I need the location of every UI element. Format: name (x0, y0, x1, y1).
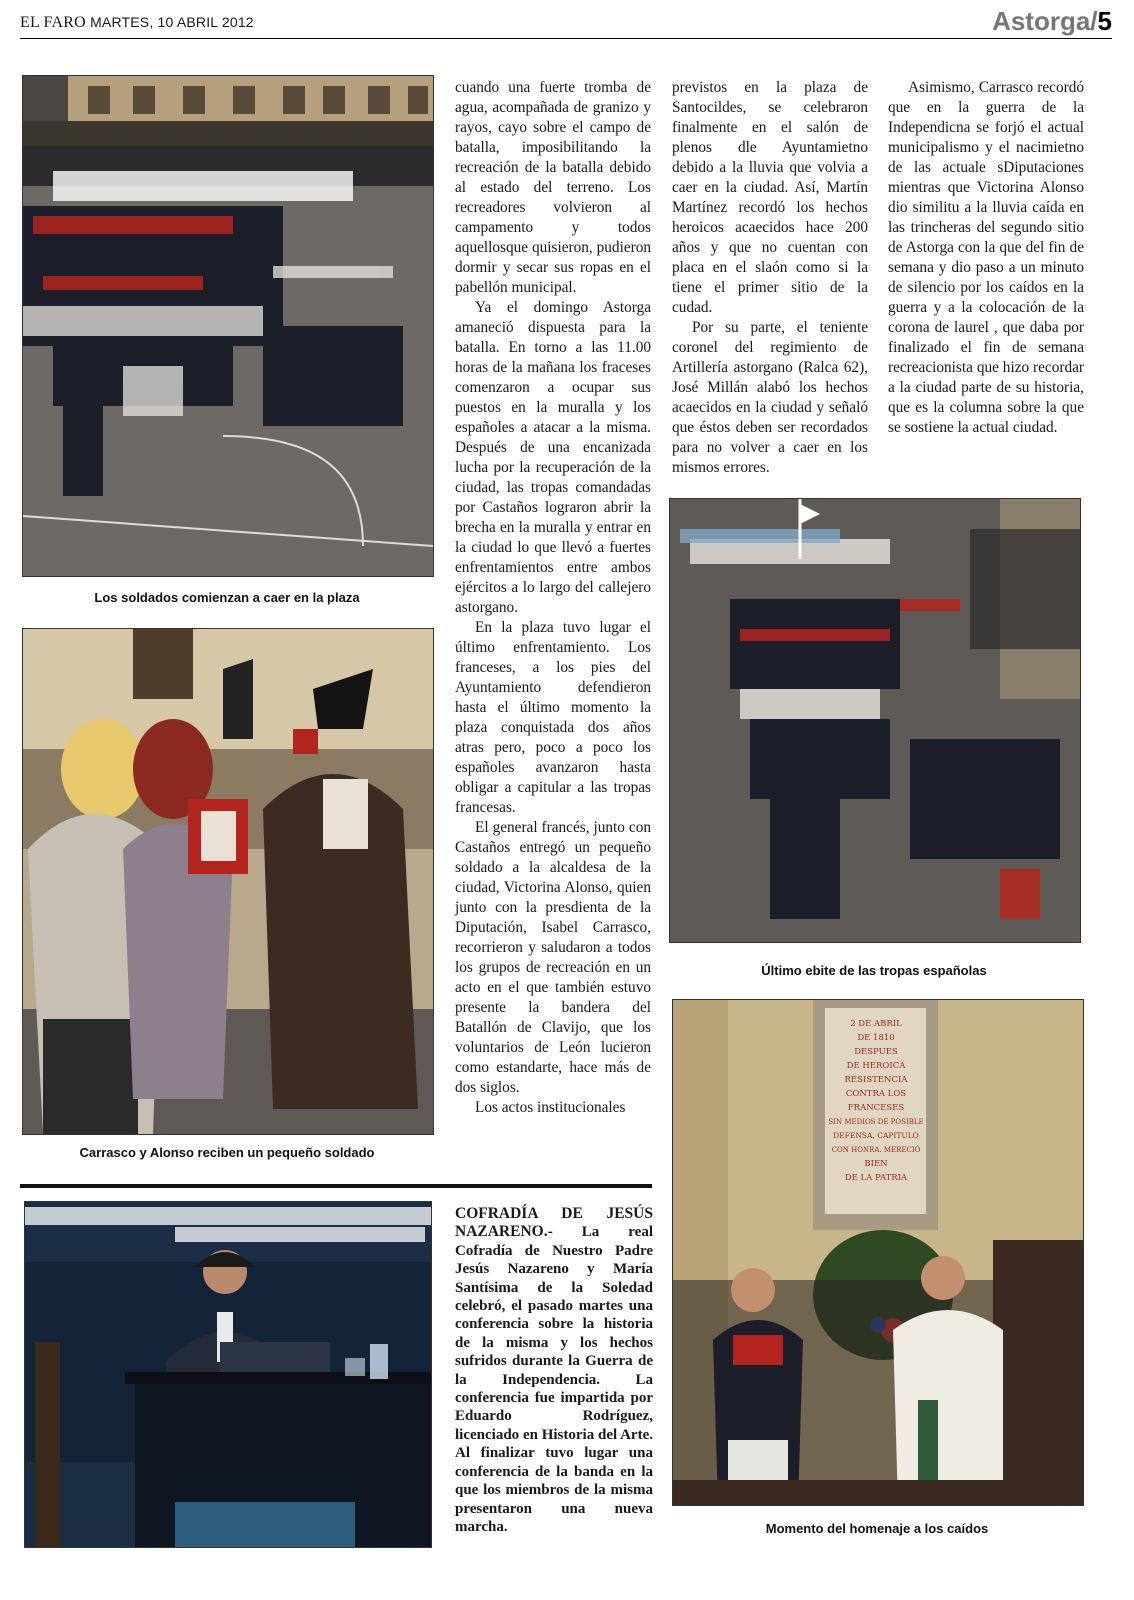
plaque-line: RESISTENCIA (844, 1075, 908, 1085)
article-paragraph: Por su parte, el teniente coronel del regimiento de Artillería astorgano (Ralca 62), José Millán alabó los hechos acaecidos en la ciudad y señaló que éstos deben ser recordados para no volver a caer en los mismos errores. (672, 319, 868, 476)
caption-carrasco: Carrasco y Alonso reciben un pequeño soldado (79, 1145, 375, 1160)
photo-ultimo-ebite (669, 498, 1081, 943)
section-label (992, 6, 1112, 37)
plaque-line: DE LA PATRIA (844, 1173, 908, 1183)
plaque-line: BIEN (864, 1159, 888, 1169)
article-paragraph: Los actos institucionales (475, 1099, 626, 1116)
photo-homenaje (672, 999, 1084, 1506)
article-column-3 (888, 78, 1084, 438)
article-paragraph: cuando una fuerte tromba de agua, acompañada de granizo y rayos, cayo sobre el campo de batalla, imposibilitando la recreación de la batalla debido al estado del terreno. Los recreadores volvieron al campamento y todos aquellosque quisieron, pudieron dormir y secar sus ropas en el pabellón municipal. (455, 79, 651, 296)
plaque-line: FRANCESES (847, 1103, 905, 1113)
cofradia-story (455, 1205, 653, 1536)
article-paragraph: El general francés, junto con Castaños entregó un pequeño soldado a la alcaldesa de la ciudad, Victorina Alonso, quien junto con la presdienta de la Diputación, Isabel Carrasco, recorrieron y saludaron a todos los grupos de recreación en un acto en el que también estuvo presente la bandera del Batallón de Clavijo, que los voluntarios de León lucieron como estandarte, hace más de dos siglos. (455, 819, 651, 1096)
article-column-1 (455, 78, 651, 1118)
section-name: Astorga/ (992, 6, 1098, 36)
photo-conferencia-image (25, 1202, 431, 1547)
paper-name: EL FARO (20, 14, 86, 31)
caption-soldados: Los soldados comienzan a caer en la plaza (94, 590, 360, 605)
photo-soldados-image (23, 76, 433, 576)
article-paragraph: En la plaza tuvo lugar el último enfrentamiento. Los franceses, a los pies del Ayuntamiento defendieron hasta el último momento la plaza conquistada dos años atras pero, poco a poco los españoles avanzaron hasta obligar a capitular a las tropas francesas. (455, 619, 651, 816)
page-number: 5 (1097, 6, 1112, 36)
caption-ultimo: Último ebite de las tropas españolas (761, 963, 987, 978)
cofradia-body: La real Cofradía de Nuestro Padre Jesús Nazareno y María Santísima de la Soledad celebró, el pasado martes una conferencia sobre la historia de la misma y los hechos sufridos durante la Guerra de la Independencia. La conferencia fue impartida por Eduardo Rodríguez, licenciado en Historia del Arte. Al finalizar tuvo lugar una conferencia de la banda en la que los miembros de la misma presentaron una nueva marcha. (455, 1224, 653, 1535)
photo-ultimo-image (670, 499, 1080, 942)
article-paragraph: Asimismo, Carrasco recordó que en la guerra de la Independicna se forjó el actual municipalismo y el nacimietno de las actuale sDiputaciones mientras que Victorina Alonso dio similitu a la lluvia caída en las trincheras del segundo sitio de Astorga con la que del fin de semana y dio paso a un minuto de silencio por los caídos en la guerra y a la colocación de la corona de laurel , que daba por finalizado el fin de semana recreacionista que hizo recordar a la ciudad parte de su historia, que es la columna sobre la que se sostiene la actual ciudad. (888, 79, 1084, 436)
photo-homenaje-image (673, 1000, 1083, 1505)
issue-date: MARTES, 10 ABRIL 2012 (90, 14, 254, 30)
photo-soldados-plaza (22, 75, 434, 577)
header-divider (20, 38, 1112, 39)
plaque-line: DESPUES (854, 1047, 898, 1057)
article-paragraph: Ya el domingo Astorga amaneció dispuesta para la batalla. En torno a las 11.00 horas de la mañana los fraceses comenzaron a ocupar sus puestos en la muralla y los españoles a atacar a la misma. Después de una encanizada lucha por la recuperación de la ciudad, las tropas comandadas por Castaños lograron abrir la brecha en la muralla y entrar en la ciudad lo que llevó a fuertes enfrentamientos entre ambos ejércitos a lo largo del callejero astorgano. (455, 299, 651, 616)
story-divider (20, 1184, 652, 1188)
plaque-line: CONTRA LOS (845, 1089, 907, 1099)
photo-conferencia (24, 1201, 432, 1548)
plaque-line: SIN MEDIOS DE POSIBLE (828, 1118, 924, 1126)
plaque-line: CON HONRA. MERECIÓ (831, 1146, 921, 1154)
plaque-line: DE HEROICA (846, 1061, 906, 1071)
article-column-2 (672, 78, 868, 478)
photo-carrasco-image (23, 629, 433, 1134)
masthead (20, 14, 254, 32)
plaque-line: 2 DE ABRIL (850, 1019, 902, 1029)
article-paragraph: previstos en la plaza de Santocildes, se celebraron finalmente en el salón de plenos dle Ayuntamietno debido a la lluvia que volvia a caer en la ciudad. Así, Martín Martínez recordó los hechos heroicos acaecidos hace 200 años y que no cuentan con placa en el slaón como si la tiene el primer sitio de la cudad. (672, 79, 868, 316)
photo-carrasco-alonso (22, 628, 434, 1135)
caption-homenaje: Momento del homenaje a los caídos (765, 1521, 989, 1536)
plaque-line: DE 1810 (857, 1033, 895, 1043)
plaque-line: DEFENSA, CAPITULO (833, 1131, 919, 1140)
cofradia-lead: COFRADÍA DE JESÚS NAZARENO.- (455, 1205, 653, 1241)
